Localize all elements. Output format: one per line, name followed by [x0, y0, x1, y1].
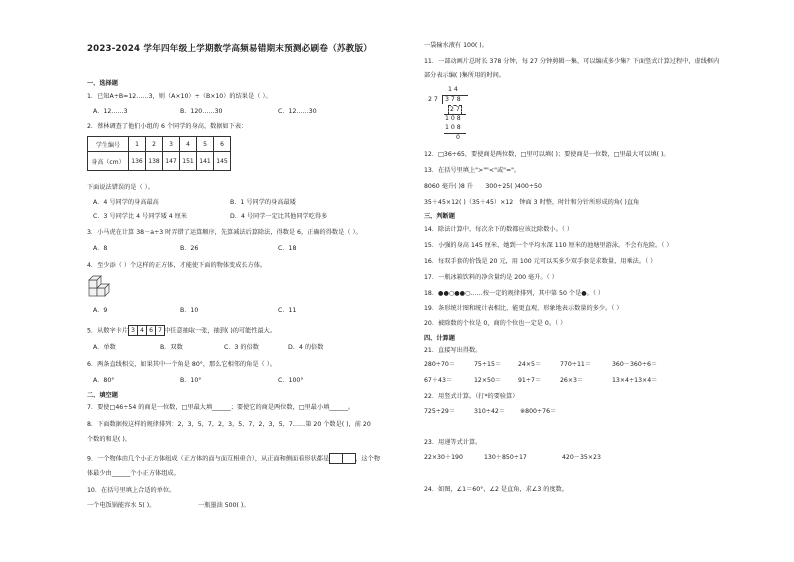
stepwise-calc-item: 130＋850÷17 — [484, 454, 527, 461]
table-cell: 5 — [197, 137, 214, 152]
q5-option-b: B．双数 — [160, 344, 183, 351]
question-24: 24．如图，∠1＝60°，∠2 是直角，求∠3 的度数。 — [424, 486, 569, 493]
question-5 — [87, 325, 276, 336]
table-cell: 136 — [129, 152, 146, 171]
table-cell: 151 — [180, 152, 197, 171]
q4-option-b: B．10 — [180, 307, 199, 314]
table-cell: 1 — [129, 137, 146, 152]
stepwise-calc-item: 22×30＋190 — [424, 454, 463, 461]
question-4: 4．至少添（ ）个这样的正方体，才能使下面的物体变成长方体。 — [87, 262, 267, 269]
calc-item: 13×4÷13×4＝ — [612, 377, 658, 384]
section-choice: 一、选择题 — [87, 80, 118, 87]
table-cell: 145 — [214, 152, 231, 171]
number-card: 6 — [146, 325, 156, 336]
q13-row-1: 8060 毫升( )8 升 300÷25( )400÷50 — [424, 183, 542, 190]
table-cell: 147 — [163, 152, 180, 171]
calc-item: 12×50＝ — [474, 377, 502, 384]
calc-item: 24×5＝ — [518, 361, 542, 368]
calc-item: 67＋43＝ — [424, 377, 453, 384]
calc-item: 75÷15＝ — [474, 361, 502, 368]
question-19: 19．条形统计图和统计表相比，能更直观、形象地表示数量的多少。（ ） — [424, 305, 623, 312]
vertical-calc-item: 725÷29＝ — [424, 408, 456, 415]
divisor: 2 7 — [428, 96, 438, 103]
page-title: 2023-2024 学年四年级上学期数学高频易错期末预测必刷卷（苏教版） — [87, 44, 373, 54]
q9-text-end: ，这个物 — [355, 455, 380, 463]
q6-option-b: B．10° — [180, 377, 202, 384]
question-14: 14．除法计算中，每次余下的数都应该比除数小。（ ） — [424, 226, 574, 233]
question-12: 12．□36÷65，要使商是两位数，□里可以填( )；要使商是一位数，□里最大可以填( )。 — [424, 151, 670, 158]
table-cell: 138 — [146, 152, 163, 171]
question-7: 7．要使□46÷54 的商是一位数，□里最大填______；要使它的商是两位数，□里最小填______。 — [87, 404, 355, 411]
number-card: 3 — [128, 325, 138, 336]
q10-item-b: 一瓶墨油 500( )。 — [198, 502, 250, 509]
question-20: 20．被除数的个位是 0，商的个位也一定是 0。（ ） — [424, 320, 567, 327]
long-division — [428, 85, 488, 145]
table-cell: 身高（cm） — [88, 152, 129, 171]
division-bar — [442, 95, 468, 96]
q9-text: 9．一个物体由几个小正方体组成（正方体的面与面互相重合），从正面和侧面看形状都是 — [87, 455, 330, 463]
q6-option-a: A．80° — [93, 377, 115, 384]
q4-option-a: A．9 — [93, 307, 108, 314]
calc-item: 360－360÷6＝ — [612, 361, 658, 368]
height-table — [87, 136, 231, 171]
q5-suffix: 中任意抽取一张，抽到( )的可能性最大。 — [164, 327, 277, 335]
question-18: 18．●●○●●○……按一定的规律排列，其中第 50 个是●。（ ） — [424, 290, 605, 297]
question-17: 17．一瓶冰箱饮料的净含量约是 200 毫升。（ ） — [424, 274, 558, 281]
q1-option-c: C．12……30 — [278, 108, 317, 115]
vertical-calc-item: ※800÷76＝ — [520, 408, 557, 415]
q3-option-b: B．26 — [180, 245, 199, 252]
table-cell: 6 — [214, 137, 231, 152]
calc-item: 770÷11＝ — [560, 361, 592, 368]
calc-item: 91÷7＝ — [518, 377, 542, 384]
question-3: 3．小马虎在计算 38－a÷3 时弄错了运算顺序，先算减法后算除法，得数是 6，正确的得数是（ ）。 — [87, 229, 362, 236]
q10-item-a: 一个电饭锅能容水 5( )。 — [87, 502, 156, 509]
question-11-cont: 部分表示编( )集所用的时间。 — [424, 72, 506, 79]
table-cell: 3 — [163, 137, 180, 152]
work-remainder: 0 — [456, 134, 460, 141]
calc-item: 280÷70＝ — [424, 361, 456, 368]
section-judge: 三、判断题 — [424, 213, 455, 220]
table-cell: 学生编号 — [88, 137, 129, 152]
q5-option-d: D．4 的倍数 — [288, 344, 324, 351]
q3-option-a: A．8 — [93, 245, 108, 252]
q1-option-b: B．120……30 — [180, 108, 223, 115]
question-8: 8．下面数据按这样的规律排列：2，3，5，7，2，3，5，7，2，3，5，7……第 20 个数是( )，前 20 — [87, 421, 371, 428]
question-21: 21．直接写出得数。 — [424, 347, 482, 354]
stepwise-calc-item: 420－35×23 — [562, 454, 601, 461]
question-1: 1．已知A÷B=12……3，则（A×10）÷（B×10）的结果是（ ）。 — [87, 93, 272, 100]
question-9 — [87, 453, 380, 464]
question-9-cont: 体最少由______个小正方体组成。 — [87, 470, 180, 477]
q6-option-c: C．100° — [278, 377, 304, 384]
question-11: 11．一部动画片总时长 378 分钟，每 27 分钟剪辑一集，可以编成多少集？下面竖式计算过程中，虚线框内 — [424, 58, 720, 65]
table-cell: 4 — [180, 137, 197, 152]
q5-option-a: A．单数 — [93, 344, 116, 351]
q13-row-2: 35＋45×12( )（35＋45）×12 钟面 3 时整，时针和分针所形成的角( )直角 — [424, 199, 640, 206]
question-16: 16．每双手套的价钱是 20 元，用 100 元可以买多少双手套是求数量，用乘法。（ ） — [424, 258, 657, 265]
section-calc: 四、计算题 — [424, 335, 455, 342]
question-10: 10．在括号里填上合适的单位。 — [87, 487, 176, 494]
question-22: 22．用竖式计算。（打*的要验算） — [424, 393, 519, 400]
question-2: 2．蔡林调查了他们小组的 6 个同学的身高，数据如下表： — [87, 123, 248, 130]
q10-item-c: 一袋输水液有 100( )。 — [424, 42, 488, 49]
q2-prompt: 下面说法错误的是（ ）。 — [87, 184, 154, 191]
q2-option-b: B．1 号同学的身高最矮 — [230, 199, 296, 206]
work-line: 1 0 8 — [445, 115, 461, 122]
question-8-cont: 个数的和是( )。 — [87, 436, 131, 443]
question-23: 23．用递等式计算。 — [424, 439, 482, 446]
division-bracket — [442, 95, 443, 104]
q4-option-c: C．11 — [278, 307, 297, 314]
cube-figure — [87, 274, 117, 298]
q5-option-c: C．3 的倍数 — [224, 344, 259, 351]
q2-option-c: C．3 号同学比 4 号同学矮 4 厘米 — [93, 213, 188, 220]
q2-option-d: D．4 号同学一定比其他同学吃得多 — [230, 213, 328, 220]
question-6: 6．两条直线相交，如果其中一个角是 80°，那么它相邻的角是（ ）。 — [87, 361, 276, 368]
vertical-calc-item: 310÷42＝ — [474, 408, 506, 415]
quotient: 1 4 — [448, 86, 458, 93]
dashed-box: 2 7 — [450, 106, 460, 113]
q2-option-a: A．4 号同学的身高最高 — [93, 199, 159, 206]
shape-square — [329, 453, 343, 464]
table-cell: 141 — [197, 152, 214, 171]
question-13: 13．在括号里填上">""<"或"="。 — [424, 167, 521, 174]
rule-line — [444, 133, 466, 134]
number-card: 7 — [155, 325, 165, 336]
question-15: 15．小强的身高 145 厘米，她到一个平均水深 110 厘米的池塘里游泳，不会有危险。（ ） — [424, 242, 673, 249]
table-cell: 2 — [146, 137, 163, 152]
q1-option-a: A．12……3 — [93, 108, 128, 115]
calc-item: 26×3＝ — [560, 377, 584, 384]
q3-option-c: C．18 — [278, 245, 297, 252]
section-fill: 二、填空题 — [87, 392, 118, 399]
number-card: 4 — [137, 325, 147, 336]
dividend: 3 7 8 — [445, 96, 461, 103]
work-line: 1 0 8 — [445, 124, 461, 131]
q5-prefix: 5．从数字卡片 — [87, 327, 129, 335]
